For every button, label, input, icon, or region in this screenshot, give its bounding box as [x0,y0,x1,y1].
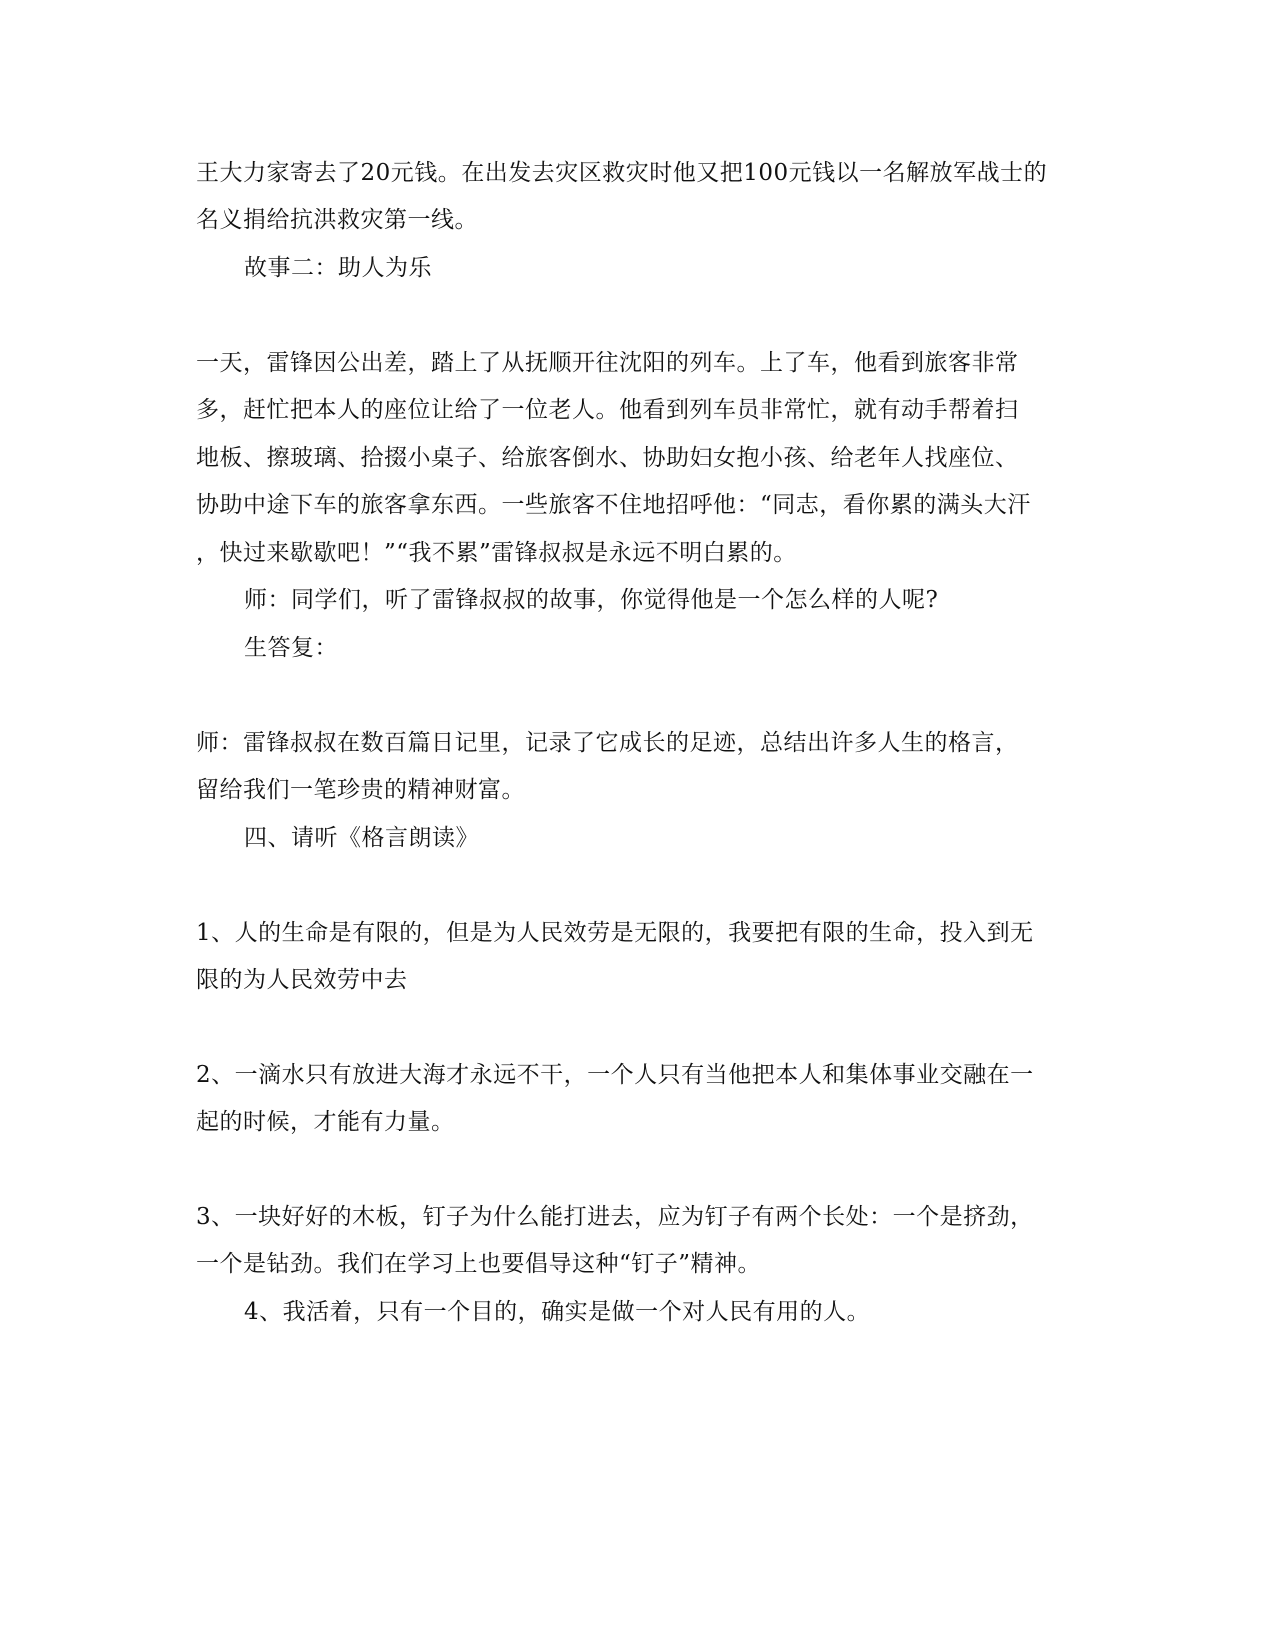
text-line: 协助中途下车的旅客拿东西。一些旅客不住地招呼他：“同志，看你累的满头大汗 [196,492,1031,518]
text-line: 王大力家寄去了20元钱。在出发去灾区救灾时他又把100元钱以一名解放军战士的 [196,160,1048,186]
list-item: 4、我活着，只有一个目的，确实是做一个对人民有用的人。 [244,1299,871,1325]
text-line: 地板、擦玻璃、拾掇小桌子、给旅客倒水、协助妇女抱小孩、给老年人找座位、 [196,445,1019,471]
text-line: 师：同学们，听了雷锋叔叔的故事，你觉得他是一个怎么样的人呢? [244,587,939,613]
list-item: 一个是钻劲。我们在学习上也要倡导这种“钉子”精神。 [196,1251,762,1277]
list-item: 限的为人民效劳中去 [196,967,408,993]
list-item: 起的时候，才能有力量。 [196,1109,455,1135]
text-line: 名义捐给抗洪救灾第一线。 [196,207,478,233]
list-item: 2、一滴水只有放进大海才永远不干，一个人只有当他把本人和集体事业交融在一 [196,1062,1034,1088]
section-heading: 四、请听《格言朗读》 [244,825,479,851]
list-item: 1、人的生命是有限的，但是为人民效劳是无限的，我要把有限的生命，投入到无 [196,920,1034,946]
list-item: 3、一块好好的木板，钉子为什么能打进去，应为钉子有两个长处：一个是挤劲， [196,1204,1034,1230]
section-heading: 故事二：助人为乐 [244,255,432,281]
text-line: ，快过来歇歇吧！”“我不累”雷锋叔叔是永远不明白累的。 [196,540,797,566]
text-line: 师：雷锋叔叔在数百篇日记里，记录了它成长的足迹，总结出许多人生的格言， [196,730,1019,756]
text-line: 多，赶忙把本人的座位让给了一位老人。他看到列车员非常忙，就有动手帮着扫 [196,397,1019,423]
text-line: 一天，雷锋因公出差，踏上了从抚顺开往沈阳的列车。上了车，他看到旅客非常 [196,350,1019,376]
text-line: 生答复： [244,635,338,661]
text-line: 留给我们一笔珍贵的精神财富。 [196,777,525,803]
